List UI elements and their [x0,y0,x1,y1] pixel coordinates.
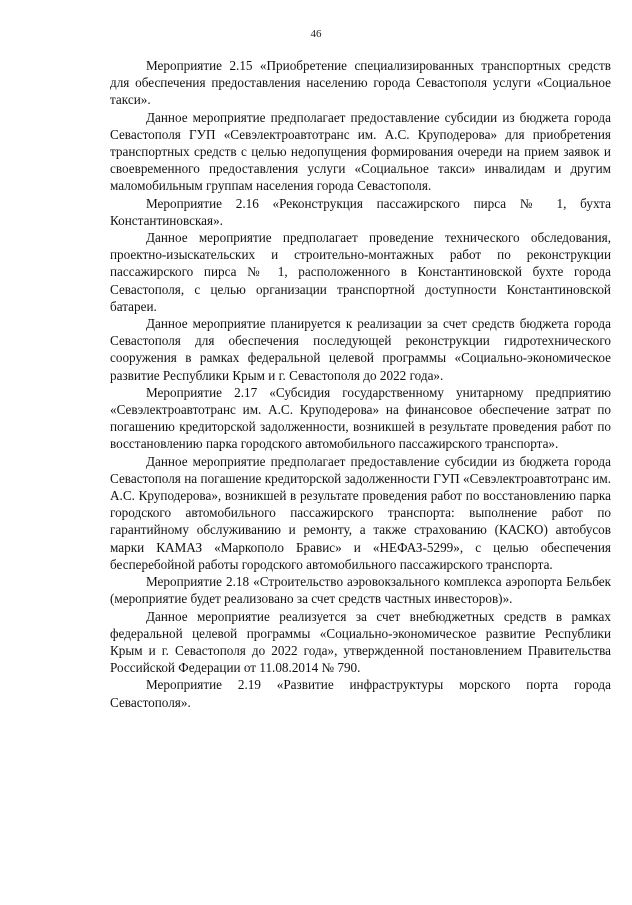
paragraph-measure-2-16-title: Мероприятие 2.16 «Реконструкция пассажирского пирса № 1, бухта Константиновская». [110,195,611,228]
paragraph-measure-2-15-description: Данное мероприятие предполагает предоставление субсидии из бюджета города Севастополя ГУП «Севэлектроавтотранс им. А.С. Круподерова» для приобретения транспортных средств с целью недопущения формирования очереди на прием заявок и своевременного предоставления услуги «Социальное такси» инвалидам и другим маломобильным группам населения города Севастополя. [110,109,611,194]
paragraph-measure-2-17-description: Данное мероприятие предполагает предоставление субсидии из бюджета города Севастополя на погашение кредиторской задолженности ГУП «Севэлектроавтотранс им. А.С. Круподерова», возникшей в результате проведения работ по восстановлению парка городского автомобильного пассажирского транспорта: выполнение работ по гарантийному обслуживанию и ремонту, а также страхованию (КАСКО) автобусов марки КАМАЗ «Маркополо Бравис» и «НЕФАЗ-5299», с целью обеспечения бесперебойной работы городского автомобильного пассажирского транспорта. [110,453,611,572]
paragraph-measure-2-16-description: Данное мероприятие предполагает проведение технического обследования, проектно-изыскательских и строительно-монтажных работ по реконструкции пассажирского пирса № 1, расположенного в Константиновской бухте города Севастополя, с целью организации транспортной доступности Константиновской батареи. [110,230,611,314]
page-number: 46 [310,28,322,40]
document-body [110,57,611,711]
paragraph-measure-2-18-description: Данное мероприятие реализуется за счет внебюджетных средств в рамках федеральной целевой программы «Социально-экономическое развитие Республики Крым и г. Севастополя до 2022 года», утвержденной постановлением Правительства Российской Федерации от 11.08.2014 № 790. [110,608,611,676]
paragraph-measure-2-18-title: Мероприятие 2.18 «Строительство аэровокзального комплекса аэропорта Бельбек (мероприятие будет реализовано за счет средств частных инвесторов)». [110,574,611,607]
paragraph-measure-2-19-title: Мероприятие 2.19 «Развитие инфраструктуры морского порта города Севастополя». [110,677,611,710]
paragraph-measure-2-16-funding: Данное мероприятие планируется к реализации за счет средств бюджета города Севастополя для обеспечения последующей реконструкции гидротехнического сооружения в рамках федеральной целевой программы «Социально-экономическое развитие Республики Крым и г. Севастополя до 2022 года». [110,316,611,383]
paragraph-measure-2-15-title: Мероприятие 2.15 «Приобретение специализированных транспортных средств для обеспечения предоставления населению города Севастополя услуги «Социальное такси». [110,58,611,108]
paragraph-measure-2-17-title: Мероприятие 2.17 «Субсидия государственному унитарному предприятию «Севэлектроавтотранс им. А.С. Круподерова» на финансовое обеспечение затрат по погашению кредиторской задолженности, возникшей в результате проведения работ по восстановлению парка городского автомобильного пассажирского транспорта». [110,384,611,452]
